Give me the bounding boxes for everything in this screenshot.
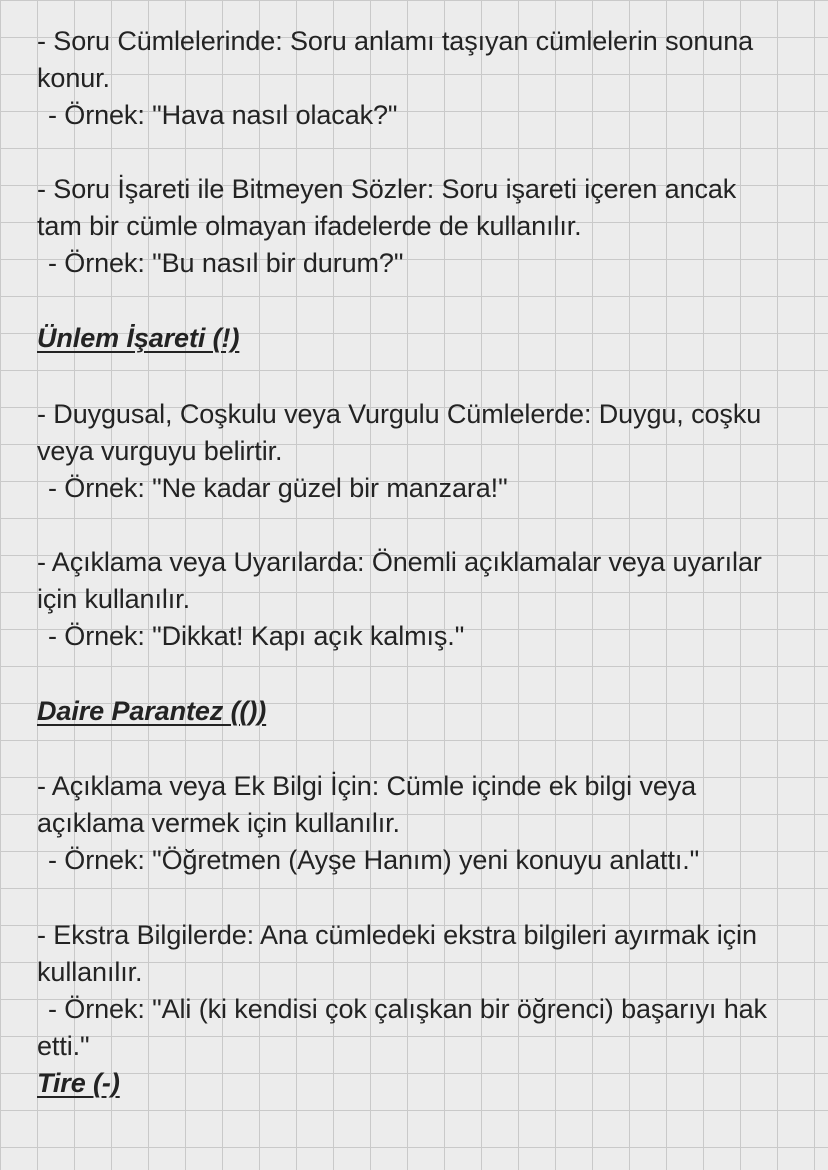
extra-info-line-1: - Açıklama veya Ek Bilgi İçin: Cümle içinde ek bilgi veya <box>37 771 697 801</box>
question-sentences-line-1: - Soru Cümlelerinde: Soru anlamı taşıyan cümlelerin sonuna <box>37 26 754 56</box>
question-sentences-line-2: konur. <box>37 63 110 93</box>
extra-info-line-2: açıklama vermek için kullanılır. <box>37 808 400 838</box>
warnings-line-1: - Açıklama veya Uyarılarda: Önemli açıklamalar veya uyarılar <box>37 547 762 577</box>
extra-info-example: - Örnek: "Öğretmen (Ayşe Hanım) yeni konuyu anlattı." <box>48 845 700 875</box>
emotional-sentences-line-2: veya vurguyu belirtir. <box>37 436 283 466</box>
dash-heading: Tire (-) <box>37 1068 120 1098</box>
question-sentences-example: - Örnek: "Hava nasıl olacak?" <box>48 100 398 130</box>
parenthesis-heading: Daire Parantez (()) <box>37 696 267 726</box>
warnings-example: - Örnek: "Dikkat! Kapı açık kalmış." <box>48 621 465 651</box>
emotional-sentences-line-1: - Duygusal, Coşkulu veya Vurgulu Cümlelerde: Duygu, coşku <box>37 399 762 429</box>
extra-details-line-1: - Ekstra Bilgilerde: Ana cümledeki ekstra bilgileri ayırmak için <box>37 920 757 950</box>
question-phrases-line-2: tam bir cümle olmayan ifadelerde de kullanılır. <box>37 211 582 241</box>
exclamation-heading: Ünlem İşareti (!) <box>37 323 240 353</box>
question-phrases-line-1: - Soru İşareti ile Bitmeyen Sözler: Soru işareti içeren ancak <box>37 174 737 204</box>
question-phrases-example: - Örnek: "Bu nasıl bir durum?" <box>48 248 404 278</box>
extra-details-example-line-2: etti." <box>37 1031 90 1061</box>
extra-details-example-line-1: - Örnek: "Ali (ki kendisi çok çalışkan bir öğrenci) başarıyı hak <box>48 994 767 1024</box>
warnings-line-2: için kullanılır. <box>37 584 190 614</box>
emotional-sentences-example: - Örnek: "Ne kadar güzel bir manzara!" <box>48 473 508 503</box>
extra-details-line-2: kullanılır. <box>37 957 143 987</box>
